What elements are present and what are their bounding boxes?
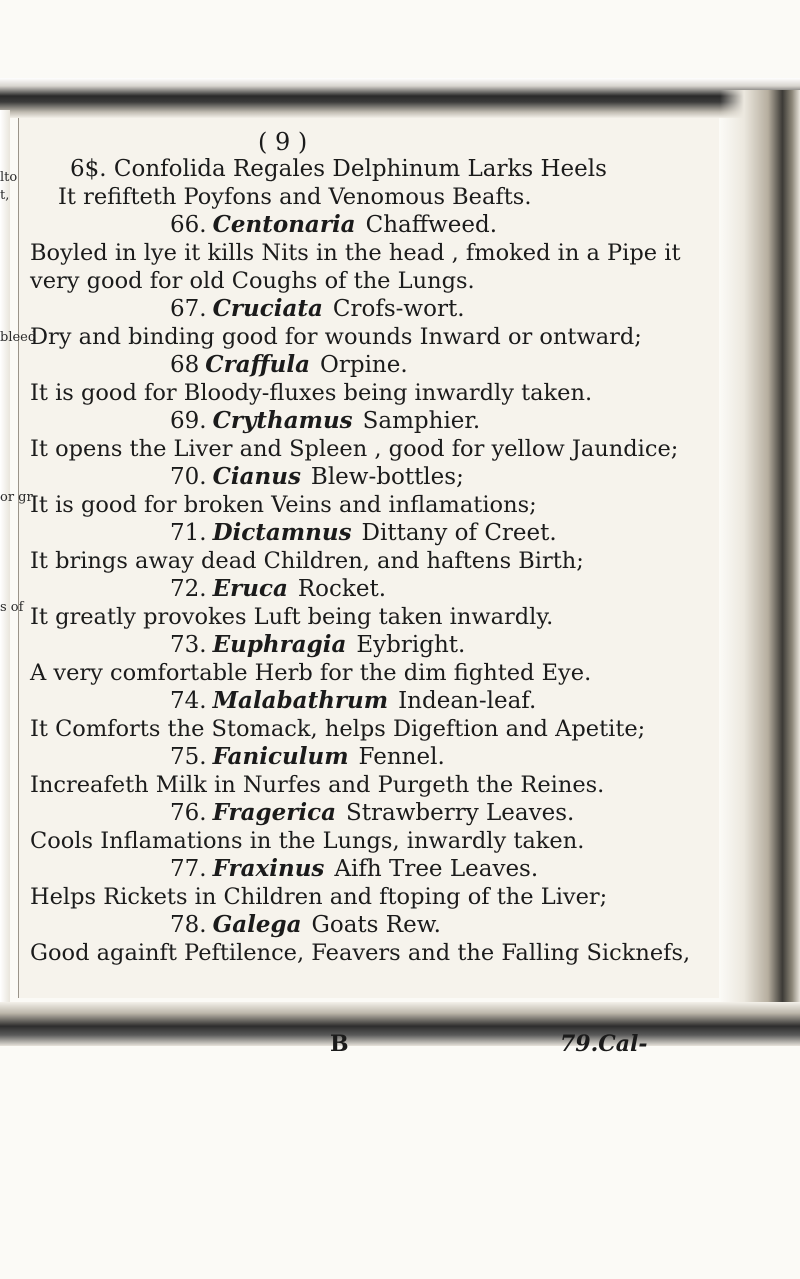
herbal-text <box>30 155 710 967</box>
entry-description: It Comforts the Stomack, helps Digeftion and Apetite; <box>30 716 646 742</box>
common-name: Blew-bottles; <box>310 464 464 490</box>
margin-fragment: or gr <box>0 490 33 505</box>
entry-description: It opens the Liver and Spleen , good for yellow Jaundice; <box>30 436 679 462</box>
herb-entry <box>30 855 710 911</box>
latin-name: Galega <box>212 911 302 938</box>
entry-heading <box>30 211 710 239</box>
entry-description: It greatly provokes Luft being taken inwardly. <box>30 604 554 630</box>
entry-description: very good for old Coughs of the Lungs. <box>30 268 475 294</box>
page-number: ( 9 ) <box>258 128 308 156</box>
entry-description: Cools Inflamations in the Lungs, inwardly taken. <box>30 828 585 854</box>
entry-description: Good againft Peftilence, Feavers and the Falling Sicknefs, <box>30 940 691 966</box>
entry-number: 67. <box>170 296 207 322</box>
entry-heading <box>30 575 710 603</box>
herb-entry <box>30 407 710 463</box>
entry-heading <box>30 631 710 659</box>
scan-bottom-edge <box>0 1002 800 1046</box>
herb-entry <box>30 575 710 631</box>
entry-heading <box>30 463 710 491</box>
herb-entry <box>30 211 710 295</box>
common-name: Samphier. <box>362 408 481 434</box>
herb-entry <box>30 911 710 967</box>
entry-heading <box>30 351 710 379</box>
entry-heading <box>30 295 710 323</box>
entry-heading: 6$. Confolida Regales Delphinum Larks Heels <box>70 156 607 182</box>
herb-entry <box>30 631 710 687</box>
entry-heading <box>30 743 710 771</box>
latin-name: Cruciata <box>212 295 323 322</box>
entry-description: It refifteth Poyfons and Venomous Beafts. <box>58 184 532 210</box>
margin-fragment: bleed <box>0 330 37 345</box>
herb-entry <box>30 743 710 799</box>
entry-description: Boyled in lye it kills Nits in the head , fmoked in a Pipe it <box>30 240 681 266</box>
entry-number: 69. <box>170 408 207 434</box>
entry-heading <box>30 407 710 435</box>
common-name: Aifh Tree Leaves. <box>334 856 539 882</box>
catchword: 79.Cal- <box>560 1031 648 1057</box>
common-name: Crofs-wort. <box>332 296 465 322</box>
scan-top-edge <box>0 78 800 118</box>
entry-heading <box>30 519 710 547</box>
herb-entry <box>30 687 710 743</box>
entry-number: 75. <box>170 744 207 770</box>
latin-name: Dictamnus <box>212 519 352 546</box>
entry-heading <box>30 911 710 939</box>
scan-left-edge <box>0 110 10 1010</box>
entry-number: 71. <box>170 520 207 546</box>
herb-entry <box>30 463 710 519</box>
entry-number: 73. <box>170 632 207 658</box>
latin-name: Fraxinus <box>212 855 325 882</box>
herb-entry <box>30 799 710 855</box>
entry-number: 78. <box>170 912 207 938</box>
latin-name: Euphragia <box>212 631 347 658</box>
entry-description: Increafeth Milk in Nurfes and Purgeth the Reines. <box>30 772 605 798</box>
latin-name: Fragerica <box>212 799 337 826</box>
common-name: Strawberry Leaves. <box>346 800 575 826</box>
entry-number: 70. <box>170 464 207 490</box>
entry-number: 74. <box>170 688 207 714</box>
facing-page-edge <box>720 90 800 1030</box>
entry-heading <box>30 855 710 883</box>
entry-heading <box>30 687 710 715</box>
entry-description: A very comfortable Herb for the dim fighted Eye. <box>30 660 592 686</box>
latin-name: Eruca <box>212 575 288 602</box>
herb-entry <box>30 295 710 351</box>
entry-number: 72. <box>170 576 207 602</box>
entry-number: 76. <box>170 800 207 826</box>
entry-description: It brings away dead Children, and haftens Birth; <box>30 548 584 574</box>
latin-name: Crythamus <box>212 407 353 434</box>
latin-name: Cianus <box>212 463 301 490</box>
common-name: Dittany of Creet. <box>361 520 557 546</box>
common-name: Fennel. <box>358 744 445 770</box>
herb-entry <box>30 351 710 407</box>
entry-number: 66. <box>170 212 207 238</box>
common-name: Orpine. <box>320 352 408 378</box>
entry-description: It is good for Bloody-fluxes being inwardly taken. <box>30 380 593 406</box>
entry-heading <box>30 799 710 827</box>
entry-description: Helps Rickets in Children and ftoping of the Liver; <box>30 884 608 910</box>
herb-entry <box>30 155 710 211</box>
latin-name: Craffula <box>205 351 310 378</box>
margin-fragment: s of <box>0 600 24 615</box>
common-name: Indean-leaf. <box>398 688 537 714</box>
margin-fragment: lto <box>0 170 18 185</box>
common-name: Chaffweed. <box>365 212 498 238</box>
entry-number: 77. <box>170 856 207 882</box>
entry-description: Dry and binding good for wounds Inward or ontward; <box>30 324 642 350</box>
margin-fragment: t, <box>0 188 10 203</box>
common-name: Rocket. <box>297 576 387 602</box>
common-name: Eybright. <box>356 632 466 658</box>
common-name: Goats Rew. <box>311 912 441 938</box>
latin-name: Centonaria <box>212 211 356 238</box>
signature-mark: B <box>330 1031 349 1057</box>
entry-description: It is good for broken Veins and inflamations; <box>30 492 537 518</box>
latin-name: Malabathrum <box>212 687 389 714</box>
latin-name: Faniculum <box>212 743 349 770</box>
entry-number: 68 <box>170 352 200 378</box>
herb-entry <box>30 519 710 575</box>
